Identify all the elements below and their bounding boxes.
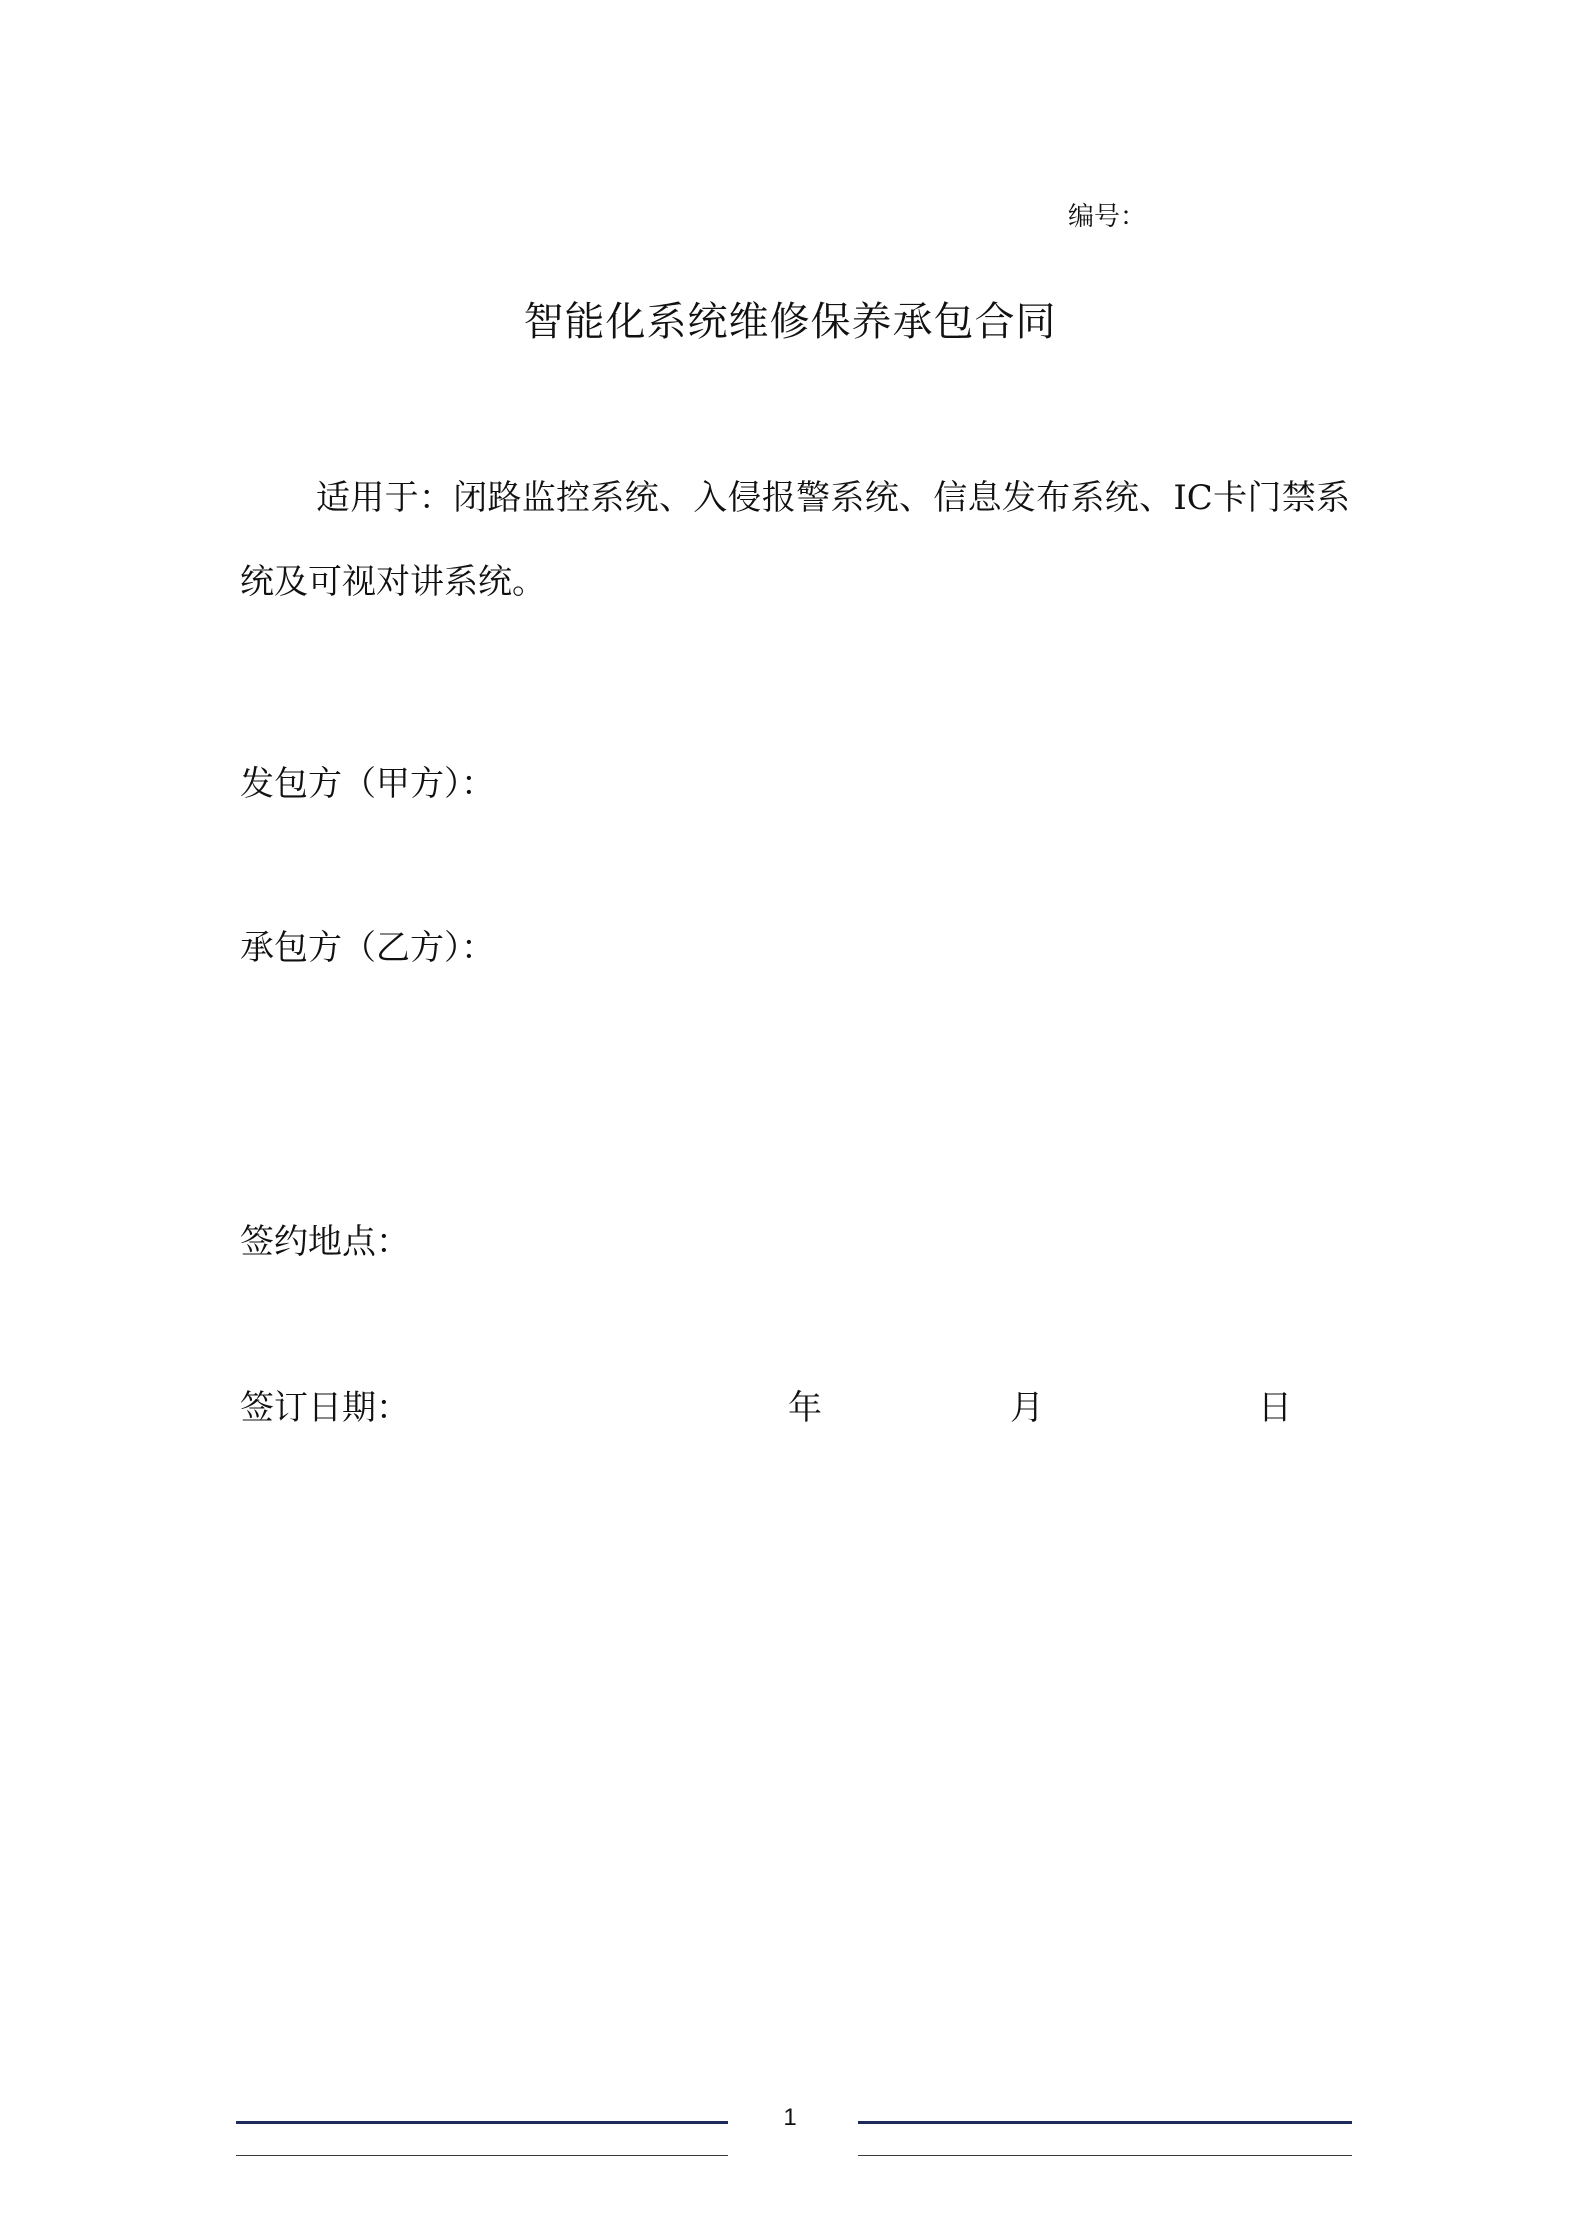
document-title: 智能化系统维修保养承包合同 xyxy=(523,299,1057,345)
scope-paragraph: 适用于：闭路监控系统、入侵报警系统、信息发布系统、IC卡门禁系统及可视对讲系统。 xyxy=(240,478,1350,602)
date-year-unit: 年 xyxy=(788,1388,822,1428)
footer-rule-top-left xyxy=(236,2121,728,2124)
page-number: 1 xyxy=(783,2104,797,2131)
party-b-label: 承包方（乙方）： xyxy=(240,928,495,968)
footer-rule-bottom-left xyxy=(236,2155,728,2156)
signing-place-label: 签约地点： xyxy=(240,1222,410,1262)
document-number-label: 编号： xyxy=(1068,202,1147,232)
footer-rule-bottom-right xyxy=(858,2155,1352,2156)
date-month-unit: 月 xyxy=(1010,1388,1044,1428)
footer-rule-top-right xyxy=(858,2121,1352,2124)
date-day-unit: 日 xyxy=(1258,1388,1292,1428)
party-a-label: 发包方（甲方）： xyxy=(240,764,495,804)
signing-date-label: 签订日期： xyxy=(240,1388,410,1428)
